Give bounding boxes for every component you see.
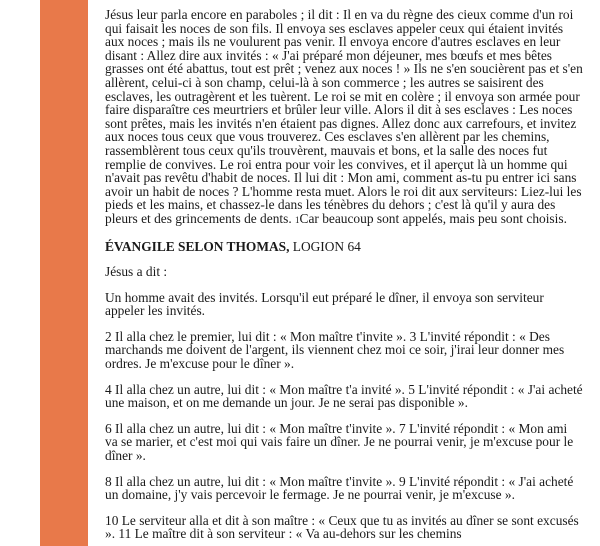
verse-number: 1 [295,214,300,225]
section-heading-logion: LOGION 64 [292,238,361,254]
spacer [105,371,583,383]
section-heading-title: ÉVANGILE SELON THOMAS, [105,238,290,254]
page-left-margin [0,0,40,546]
logion-paragraph: 4 Il alla chez un autre, lui dit : « Mon maître t'a invité ». 5 L'invité répondit : « J'ai acheté une maison, et on me demande un jour. Je ne serai pas disponible ». [105,381,583,411]
document-body [105,8,583,541]
spacer [105,253,583,265]
matthew-passage [105,8,583,228]
intro-line: Jésus a dit : [105,264,168,280]
spacer [105,463,583,475]
section-heading [105,240,583,254]
logion-paragraph: 8 Il alla chez un autre, lui dit : « Mon maître t'invite ». 9 L'invité répondit : « J'ai acheté un domaine, j'y vais percevoir le fermage. Je ne pourrai venir, je m'excuse ». [105,473,574,503]
logion-paragraph: 6 Il alla chez un autre, lui dit : « Mon maître t'invite ». 7 L'invité répondit : « Mon ami va se marier, et c'est moi qui vais faire un dîner. Je ne pourrai venir, je m'excuse pour le dîner ». [105,420,574,464]
accent-sidebar-bar [40,0,88,546]
spacer [105,279,583,291]
matthew-closing-text: Car beaucoup sont appelés, mais peu sont choisis. [299,210,567,226]
matthew-passage-text: Jésus leur parla encore en paraboles ; il dit : Il en va du règne des cieux comme d'un roi qui faisait les noces de son fils. Il envoya ses esclaves appeler ceux qui étaient invités aux noces ; mais ils ne voulurent pas venir. Il envoya encore d'autres esclaves en leur disant : Allez dire aux invités : « J'ai préparé mon déjeuner, mes bœufs et mes bêtes grasses ont été abattus, tout est prêt ; venez aux noces ! » Ils ne s'en soucièrent pas et s'en allèrent, celui-ci à son champ, celui-là à son commerce ; les autres se saisirent des esclaves, les outragèrent et les tuèrent. Le roi se mit en colère ; il envoya son armée pour faire disparaître ces meurtriers et brûler leur ville. Alors il dit à ses esclaves : Les noces sont prêtes, mais les invités n'en étaient pas dignes. Allez donc aux carrefours, et invitez aux noces tous ceux que vous trouverez. Ces esclaves s'en allèrent par les chemins, rassemblèrent tous ceux qu'ils trouvèrent, mauvais et bons, et la salle des noces fut remplie de convives. Le roi entra pour voir les convives, et il aperçut là un homme qui n'avait pas revêtu d'habit de noces. Il lui dit : Mon ami, comment as-tu pu entrer ici sans avoir un habit de noces ? L'homme resta muet. Alors le roi dit aux serviteurs: Liez-lui les pieds et les mains, et chassez-le dans les ténèbres du dehors ; c'est là qu'il y aura des pleurs et des grincements de dents. [105,7,583,226]
logion-paragraph: 10 Le serviteur alla et dit à son maître : « Ceux que tu as invités au dîner se sont excusés ». 11 Le maître dit à son serviteur : « Va au-dehors sur les chemins [105,512,579,542]
logion-paragraph: Un homme avait des invités. Lorsqu'il eut préparé le dîner, il envoya son serviteur appeler les invités. [105,289,544,319]
logion-paragraph: 2 Il alla chez le premier, lui dit : « Mon maître t'invite ». 3 L'invité répondit : « Des marchands me doivent de l'argent, ils viennent chez moi ce soir, j'irai leur donner mes ordres. Je m'excuse pour le dîner ». [105,328,565,372]
spacer [105,502,583,514]
